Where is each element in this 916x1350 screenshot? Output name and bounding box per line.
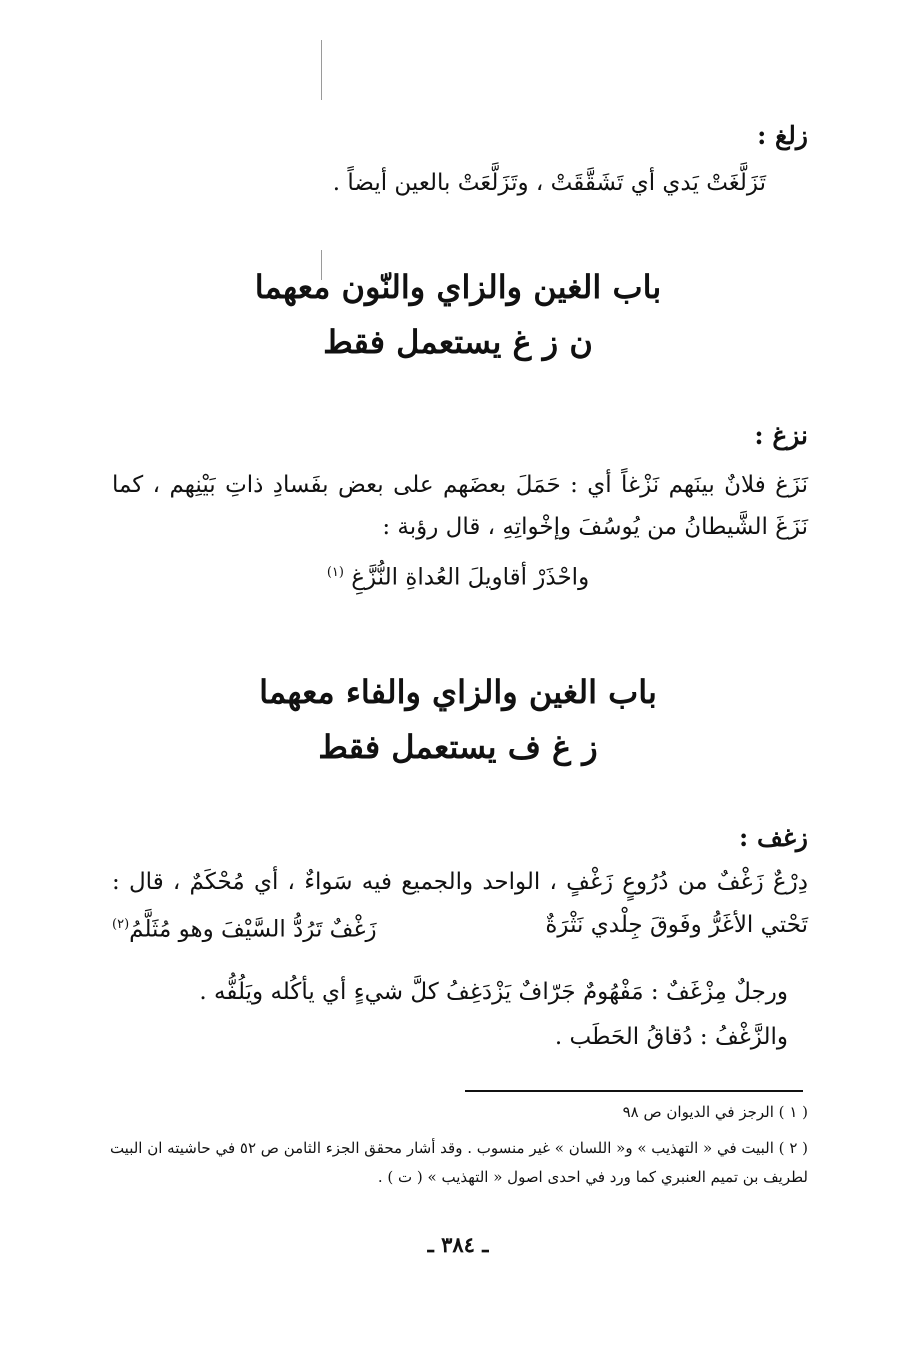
footnote-1: ( ١ ) الرجز في الديوان ص ٩٨ <box>622 1103 808 1121</box>
section-subtitle: ز غ ف يستعمل فقط <box>318 728 598 766</box>
footnote-2-line-2: لطريف بن تميم العنبري كما ورد في احدى اصول « التهذيب » ( ت ) . <box>377 1168 808 1186</box>
footnote-ref: (٢) <box>112 917 130 932</box>
entry-head-zaghaf: زغف : <box>739 823 808 852</box>
poem-second-hemistich-text: زَغْفٌ تَرُدُّ السَّيْفَ وهو مُثَلَّمُ <box>129 916 377 943</box>
footnote-2-line-1: ( ٢ ) البيت في « التهذيب » و« اللسان » غير منسوب . وقد أشار محقق الجزء الثامن ص ٥٢ في حاشيته ان البيت <box>109 1139 808 1157</box>
entry-text-line: ورجلٌ مِزْغَفٌ : مَفْهُومٌ جَرّافٌ يَزْدَغِفُ كلَّ شيءٍ أي يأكُله ويَلُفُّه . <box>199 979 788 1005</box>
entry-head-zalagh: زلغ : <box>757 121 808 150</box>
entry-text-line: تَزَلَّغَتْ يَدي أي تَشَقَّقَتْ ، وتَزَلَّعَتْ بالعين أيضاً . <box>332 170 766 196</box>
section-subtitle: ن ز غ يستعمل فقط <box>323 323 593 361</box>
poem-second-hemistich <box>112 908 377 947</box>
page-number: ـ ٣٨٤ ـ <box>427 1232 489 1257</box>
section-title: باب الغين والزاي والنّون معهما <box>254 268 662 306</box>
section-title: باب الغين والزاي والفاء معهما <box>259 673 657 711</box>
gutter-line <box>321 40 322 100</box>
entry-text-line: دِرْعٌ زَغْفٌ من دُرُوعٍ زَغْفٍ ، الواحد والجميع فيه سَواءٌ ، أي مُحْكَمٌ ، قال : <box>112 869 808 895</box>
entry-head-nazagh: نزغ : <box>754 421 808 450</box>
footnote-ref: (١) <box>326 565 344 580</box>
entry-text-line: والزَّغْفُ : دُقاقُ الحَطَب . <box>554 1024 788 1050</box>
poem-first-hemistich: تَحْتي الأغَرُّ وفَوقَ جِلْدي نَثْرَةٌ <box>545 912 808 938</box>
verse-text: واحْذَرْ أقاويلَ العُداةِ النُّزَّغِ <box>351 564 590 591</box>
entry-text-line: نَزَغَ الشَّيطانُ من يُوسُفَ وإخْواتِهِ ، قال رؤبة : <box>382 514 808 540</box>
footnote-rule <box>465 1090 803 1092</box>
verse-line <box>0 556 916 595</box>
poem-line <box>112 908 808 947</box>
entry-text-line: نَزَغ فلانٌ بينَهم نَزْغاً أي : حَمَلَ بعضَهم على بعض بفَسادِ ذاتِ بَيْنِهم ، كما <box>112 472 808 498</box>
